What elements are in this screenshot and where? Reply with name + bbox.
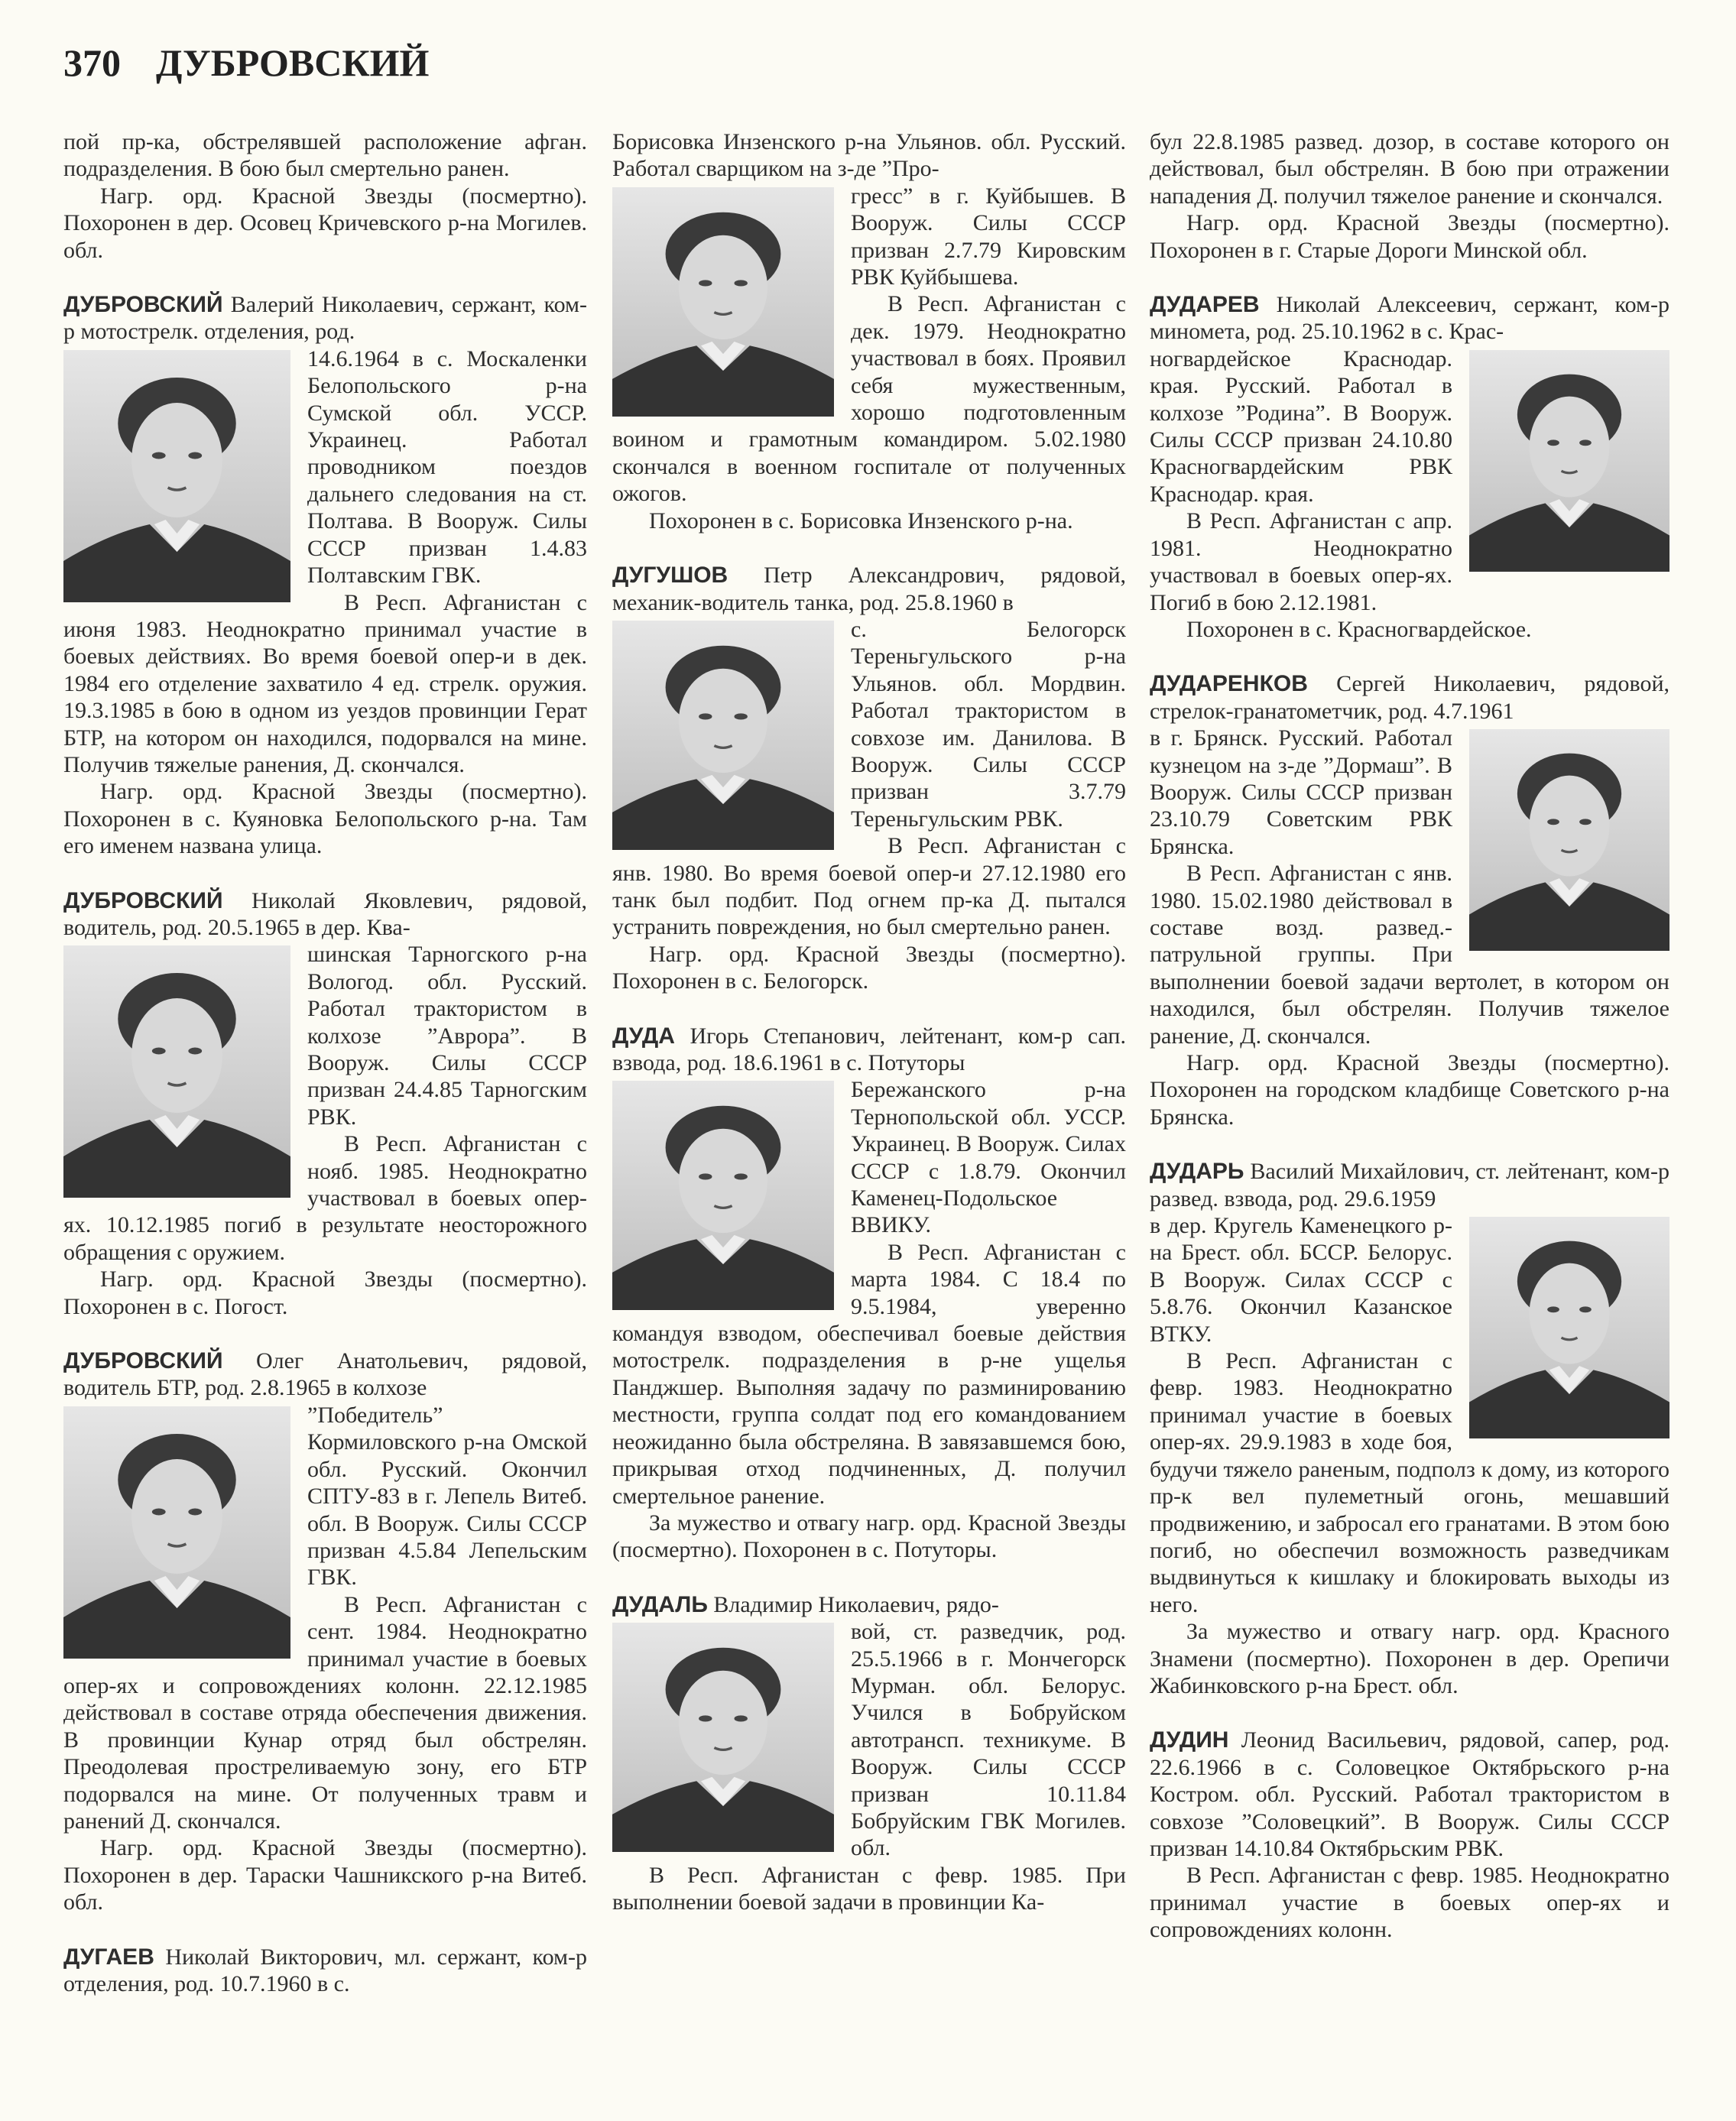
entry-details: с. Белогорск Тереньгульского р-на Ульянов. обл. Мордвин. Работал трактористом в совхозе им. Данилова. В Вооруж. Силы СССР призван 3.7.79 Тереньгульским РВК. [851, 616, 1126, 832]
entry-paragraph: Нагр. орд. Красной Звезды (посмертно). Похоронен в дер. Тараски Чашникского р-на Витеб. обл. [63, 1835, 587, 1915]
entry-paragraph: В Респ. Афганистан с нояб. 1985. Неоднократно участвовал в боевых опер-ях. 10.12.1985 погиб в результате неосторожного обращения с оружием. [63, 1131, 587, 1265]
biography-entry [63, 1944, 587, 1998]
entry-paragraph: Нагр. орд. Красной Звезды (посмертно). Похоронен в г. Старые Дороги Минской обл. [1150, 210, 1669, 263]
entry-details: 14.6.1964 в с. Москаленки Белопольского р-на Сумской обл. УССР. Украинец. Работал проводником поездов дальнего следования на ст. Полтава. В Вооруж. Силы СССР призван 1.4.83 Полтавским ГВК. [307, 345, 587, 589]
entry-lead [612, 128, 1126, 183]
entry-paragraph: За мужество и отвагу нагр. орд. Красной Звезды (посмертно). Похоронен в с. Потуторы. [612, 1510, 1126, 1563]
biography-entry [612, 562, 1126, 995]
entry-surname: ДУДАРЕНКОВ [1150, 671, 1308, 697]
entry-lead [63, 887, 587, 942]
portrait-photo [612, 187, 834, 417]
portrait-photo [63, 945, 290, 1198]
page-number: 370 [63, 41, 121, 84]
entry-lead [63, 1944, 587, 1998]
entry-lead [1150, 670, 1669, 725]
portrait-photo [1469, 729, 1669, 951]
entry-paragraph: За мужество и отвагу нагр. орд. Красного Знамени (посмертно). Похоронен в дер. Орепичи Жабинковского р-на Брест. обл. [1150, 1619, 1669, 1698]
entry-lead-text: Николай Яковлевич, рядовой, водитель, род. 20.5.1965 в дер. Ква- [63, 887, 588, 940]
entry-lead-text: Борисовка Инзенского р-на Ульянов. обл. Русский. Работал сварщиком на з-де ”Про- [612, 129, 1126, 182]
entry-paragraph: В Респ. Афганистан с сент. 1984. Неоднократно принимал участие в боевых опер-ях и сопровождениях колонн. 22.12.1985 действовал в составе отряда обеспечения движения. В провинции Кунар отряд был обстрелян. Преодолевая простреливаемую зону, его БТР подорвался на мине. От полученных травм и ранений Д. скончался. [63, 1591, 587, 1834]
entry-paragraph: В Респ. Афганистан с марта 1984. С 18.4 по 9.5.1984, уверенно командуя взводом, обеспечивал боевые действия мотострелк. подразделения в р-не ущелья Панджшер. Выполняя задачу по разминированию местности, группа солдат под его командованием неожиданно была обстреляна. В завязавшемся бою, прикрывая отход подчиненных, Д. получил смертельное ранение. [612, 1239, 1126, 1509]
portrait-photo [612, 1623, 834, 1852]
entry-lead-text: Василий Михайлович, ст. лейтенант, ком-р развед. взвода, род. 29.6.1959 [1150, 1159, 1670, 1211]
entry-paragraph: В Респ. Афганистан с апр. 1981. Неоднократно участвовал в боевых опер-ях. Погиб в бою 2.12.1981. [1150, 508, 1452, 615]
entry-paragraph: Нагр. орд. Красной Звезды (посмертно). Похоронен на городском кладбище Советского р-на Брянска. [1150, 1050, 1669, 1130]
entry-lead-text: Валерий Николаевич, сержант, ком-р мотострелк. отделения, род. [63, 292, 587, 345]
biography-entry [1150, 670, 1669, 1130]
entry-details: Бережанского р-на Тернопольской обл. УССР. Украинец. В Вооруж. Силах СССР с 1.8.79. Окончил Каменец-Подольское ВВИКУ. [851, 1077, 1126, 1238]
entry-surname: ДУДАРЬ [1150, 1159, 1244, 1185]
entry-details: шинская Тарногского р-на Вологод. обл. Русский. Работал трактористом в колхозе ”Аврора”. В Вооруж. Силы СССР призван 24.4.85 Тарногским РВК. [307, 942, 587, 1130]
entry-details: в дер. Кругель Каменецкого р-на Брест. обл. БССР. Белорус. В Вооруж. Силах СССР с 5.8.76. Окончил Казанское ВТКУ. [1150, 1213, 1452, 1347]
biography-entry [63, 291, 587, 860]
entry-lead-text: Николай Алексеевич, сержант, ком-р миномета, род. 25.10.1962 в с. Крас- [1150, 292, 1669, 345]
column-3 [1150, 128, 1669, 1971]
running-title: ДУБРОВСКИЙ [156, 41, 430, 84]
portrait-photo [612, 1081, 834, 1310]
entry-surname: ДУБРОВСКИЙ [63, 1348, 223, 1374]
biography-entry [1150, 1158, 1669, 1699]
entry-details: гресс” в г. Куйбышев. В Вооруж. Силы СССР призван 2.7.79 Кировским РВК Куйбышева. [851, 183, 1126, 290]
portrait-photo [63, 350, 290, 602]
biography-entry [1150, 291, 1669, 643]
entry-surname: ДУДАЛЬ [612, 1591, 708, 1617]
entry-details: ногвардейское Краснодар. края. Русский. Работал в колхозе ”Родина”. В Вооруж. Силы СССР призван 24.10.80 Красногвардейским РВК Краснодар. края. [1150, 345, 1452, 507]
entry-paragraph: В Респ. Афганистан с янв. 1980. Во время боевой опер-и 27.12.1980 его танк был подбит. Под огнем пр-ка Д. пытался устранить повреждения, но был смертельно ранен. [612, 833, 1126, 940]
entry-lead [612, 562, 1126, 616]
entry-lead-text: Леонид Васильевич, рядовой, сапер, род. 22.6.1966 в с. Соловецкое Октябрьского р-на Костром. обл. Русский. Работал трактористом в совхозе ”Соловецкий”. В Вооруж. Силы СССР призван 14.10.84 Октябрьским РВК. [1150, 1727, 1670, 1861]
entry-continuation [63, 128, 587, 264]
biography-entry [612, 1023, 1126, 1564]
entry-surname: ДУДА [612, 1023, 675, 1049]
entry-continuation [612, 128, 1126, 534]
entry-paragraph: В Респ. Афганистан с февр. 1983. Неоднократно принимал участие в боевых опер-ях. 29.9.1983 в ходе боя, будучи тяжело раненым, подполз к дому, из которого пр-к вел пулеметный огонь, мешавший продвижению, и забросал его гранатами. В этом бою погиб, но обеспечил возможность разведчикам выдвинуться к кишлаку и блокировать выходы из него. [1150, 1348, 1669, 1617]
entry-surname: ДУБРОВСКИЙ [63, 887, 223, 913]
entry-surname: ДУДИН [1150, 1727, 1229, 1753]
entry-lead [1150, 1727, 1669, 1862]
entry-surname: ДУГУШОВ [612, 563, 728, 589]
entry-surname: ДУБРОВСКИЙ [63, 292, 223, 318]
running-header [63, 40, 429, 86]
portrait-photo [1469, 1217, 1669, 1438]
entry-lead [1150, 291, 1669, 345]
entry-paragraph: пой пр-ка, обстрелявшей расположение афган. подразделения. В бою был смертельно ранен. [63, 129, 587, 182]
entry-lead-text: Олег Анатольевич, рядовой, водитель БТР, род. 2.8.1965 в колхозе [63, 1348, 587, 1401]
entry-lead-text: Сергей Николаевич, рядовой, стрелок-гранатометчик, род. 4.7.1961 [1150, 671, 1669, 724]
biography-entry [63, 1348, 587, 1916]
portrait-photo [612, 621, 834, 850]
entry-lead-text: Николай Викторович, мл. сержант, ком-р отделения, род. 10.7.1960 в с. [63, 1944, 588, 1996]
entry-paragraph: Похоронен в с. Красногвардейское. [1186, 616, 1532, 642]
entry-lead-text: Владимир Николаевич, рядо- [713, 1591, 999, 1617]
entry-lead [63, 1348, 587, 1402]
entry-paragraph: Нагр. орд. Красной Звезды (посмертно). Похоронен в с. Погост. [63, 1266, 587, 1319]
entry-surname: ДУДАРЕВ [1150, 292, 1260, 318]
portrait-photo [1469, 350, 1669, 572]
portrait-photo [63, 1406, 290, 1659]
column-2 [612, 128, 1126, 1944]
entry-paragraph: бул 22.8.1985 развед. дозор, в составе которого он действовал, был обстрелян. В бою при отражении нападения Д. получил тяжелое ранение и скончался. [1150, 129, 1669, 209]
biography-entry [1150, 1727, 1669, 1943]
biography-entry [612, 1591, 1126, 1916]
entry-lead [612, 1023, 1126, 1077]
entry-paragraph: В Респ. Афганистан с дек. 1979. Неоднократно участвовал в боях. Проявил себя мужественным, хорошо подготовленным воином и грамотным командиром. 5.02.1980 скончался в военном госпитале от полученных ожогов. [612, 291, 1126, 507]
entry-details: вой, ст. разведчик, род. 25.5.1966 в г. Мончегорск Мурман. обл. Белорус. Учился в Бобруйском автотрансп. техникуме. В Вооруж. Силы СССР призван 10.11.84 Бобруйским ГВК Могилев. обл. [851, 1619, 1126, 1861]
entry-lead-text: Петр Александрович, рядовой, механик-водитель танка, род. 25.8.1960 в [612, 563, 1127, 615]
entry-paragraph: В Респ. Афганистан с янв. 1980. 15.02.1980 действовал в составе возд. развед.-патрульной группы. При выполнении боевой задачи вертолет, в котором он находился, был обстрелян. Получив тяжелое ранение, Д. скончался. [1150, 861, 1669, 1049]
entry-continuation [1150, 128, 1669, 264]
entry-paragraph: В Респ. Афганистан с февр. 1985. При выполнении боевой задачи в провинции Ка- [612, 1862, 1126, 1915]
entry-paragraph: В Респ. Афганистан с июня 1983. Неоднократно принимал участие в боевых действиях. Во время боевой опер-и в дек. 1984 его отделение захватило 4 ед. стрелк. оружия. 19.3.1985 в бою в одном из уездов провинции Герат БТР, на котором он находился, подорвался на мине. Получив тяжелые ранения, Д. скончался. [63, 589, 587, 777]
entry-details: в г. Брянск. Русский. Работал кузнецом на з-де ”Дормаш”. В Вооруж. Силы СССР призван 23.10.79 Советским РВК Брянска. [1150, 725, 1452, 859]
entry-surname: ДУГАЕВ [63, 1944, 154, 1970]
entry-paragraph: Похоронен в с. Борисовка Инзенского р-на. [649, 508, 1073, 533]
entry-paragraph: В Респ. Афганистан с февр. 1985. Неоднократно принимал участие в боевых опер-ях и сопровождениях колонн. [1150, 1863, 1669, 1943]
entry-lead-text: Игорь Степанович, лейтенант, ком-р сап. взвода, род. 18.6.1961 в с. Потуторы [612, 1023, 1126, 1075]
entry-details: ”Победитель” Кормиловского р-на Омской обл. Русский. Окончил СПТУ-83 в г. Лепель Витеб. обл. В Вооруж. Силы СССР призван 4.5.84 Лепельским ГВК. [307, 1402, 587, 1591]
entry-lead [1150, 1158, 1669, 1212]
column-1 [63, 128, 587, 2025]
entry-lead [612, 1591, 1126, 1618]
biography-entry [63, 887, 587, 1321]
entry-lead [63, 291, 587, 345]
entry-paragraph: Нагр. орд. Красной Звезды (посмертно). Похоронен в с. Куяновка Белопольского р-на. Там его именем названа улица. [63, 779, 587, 859]
entry-paragraph: Нагр. орд. Красной Звезды (посмертно). Похоронен в дер. Осовец Кричевского р-на Могилев. обл. [63, 183, 587, 263]
entry-paragraph: Нагр. орд. Красной Звезды (посмертно). Похоронен в с. Белогорск. [612, 941, 1126, 994]
